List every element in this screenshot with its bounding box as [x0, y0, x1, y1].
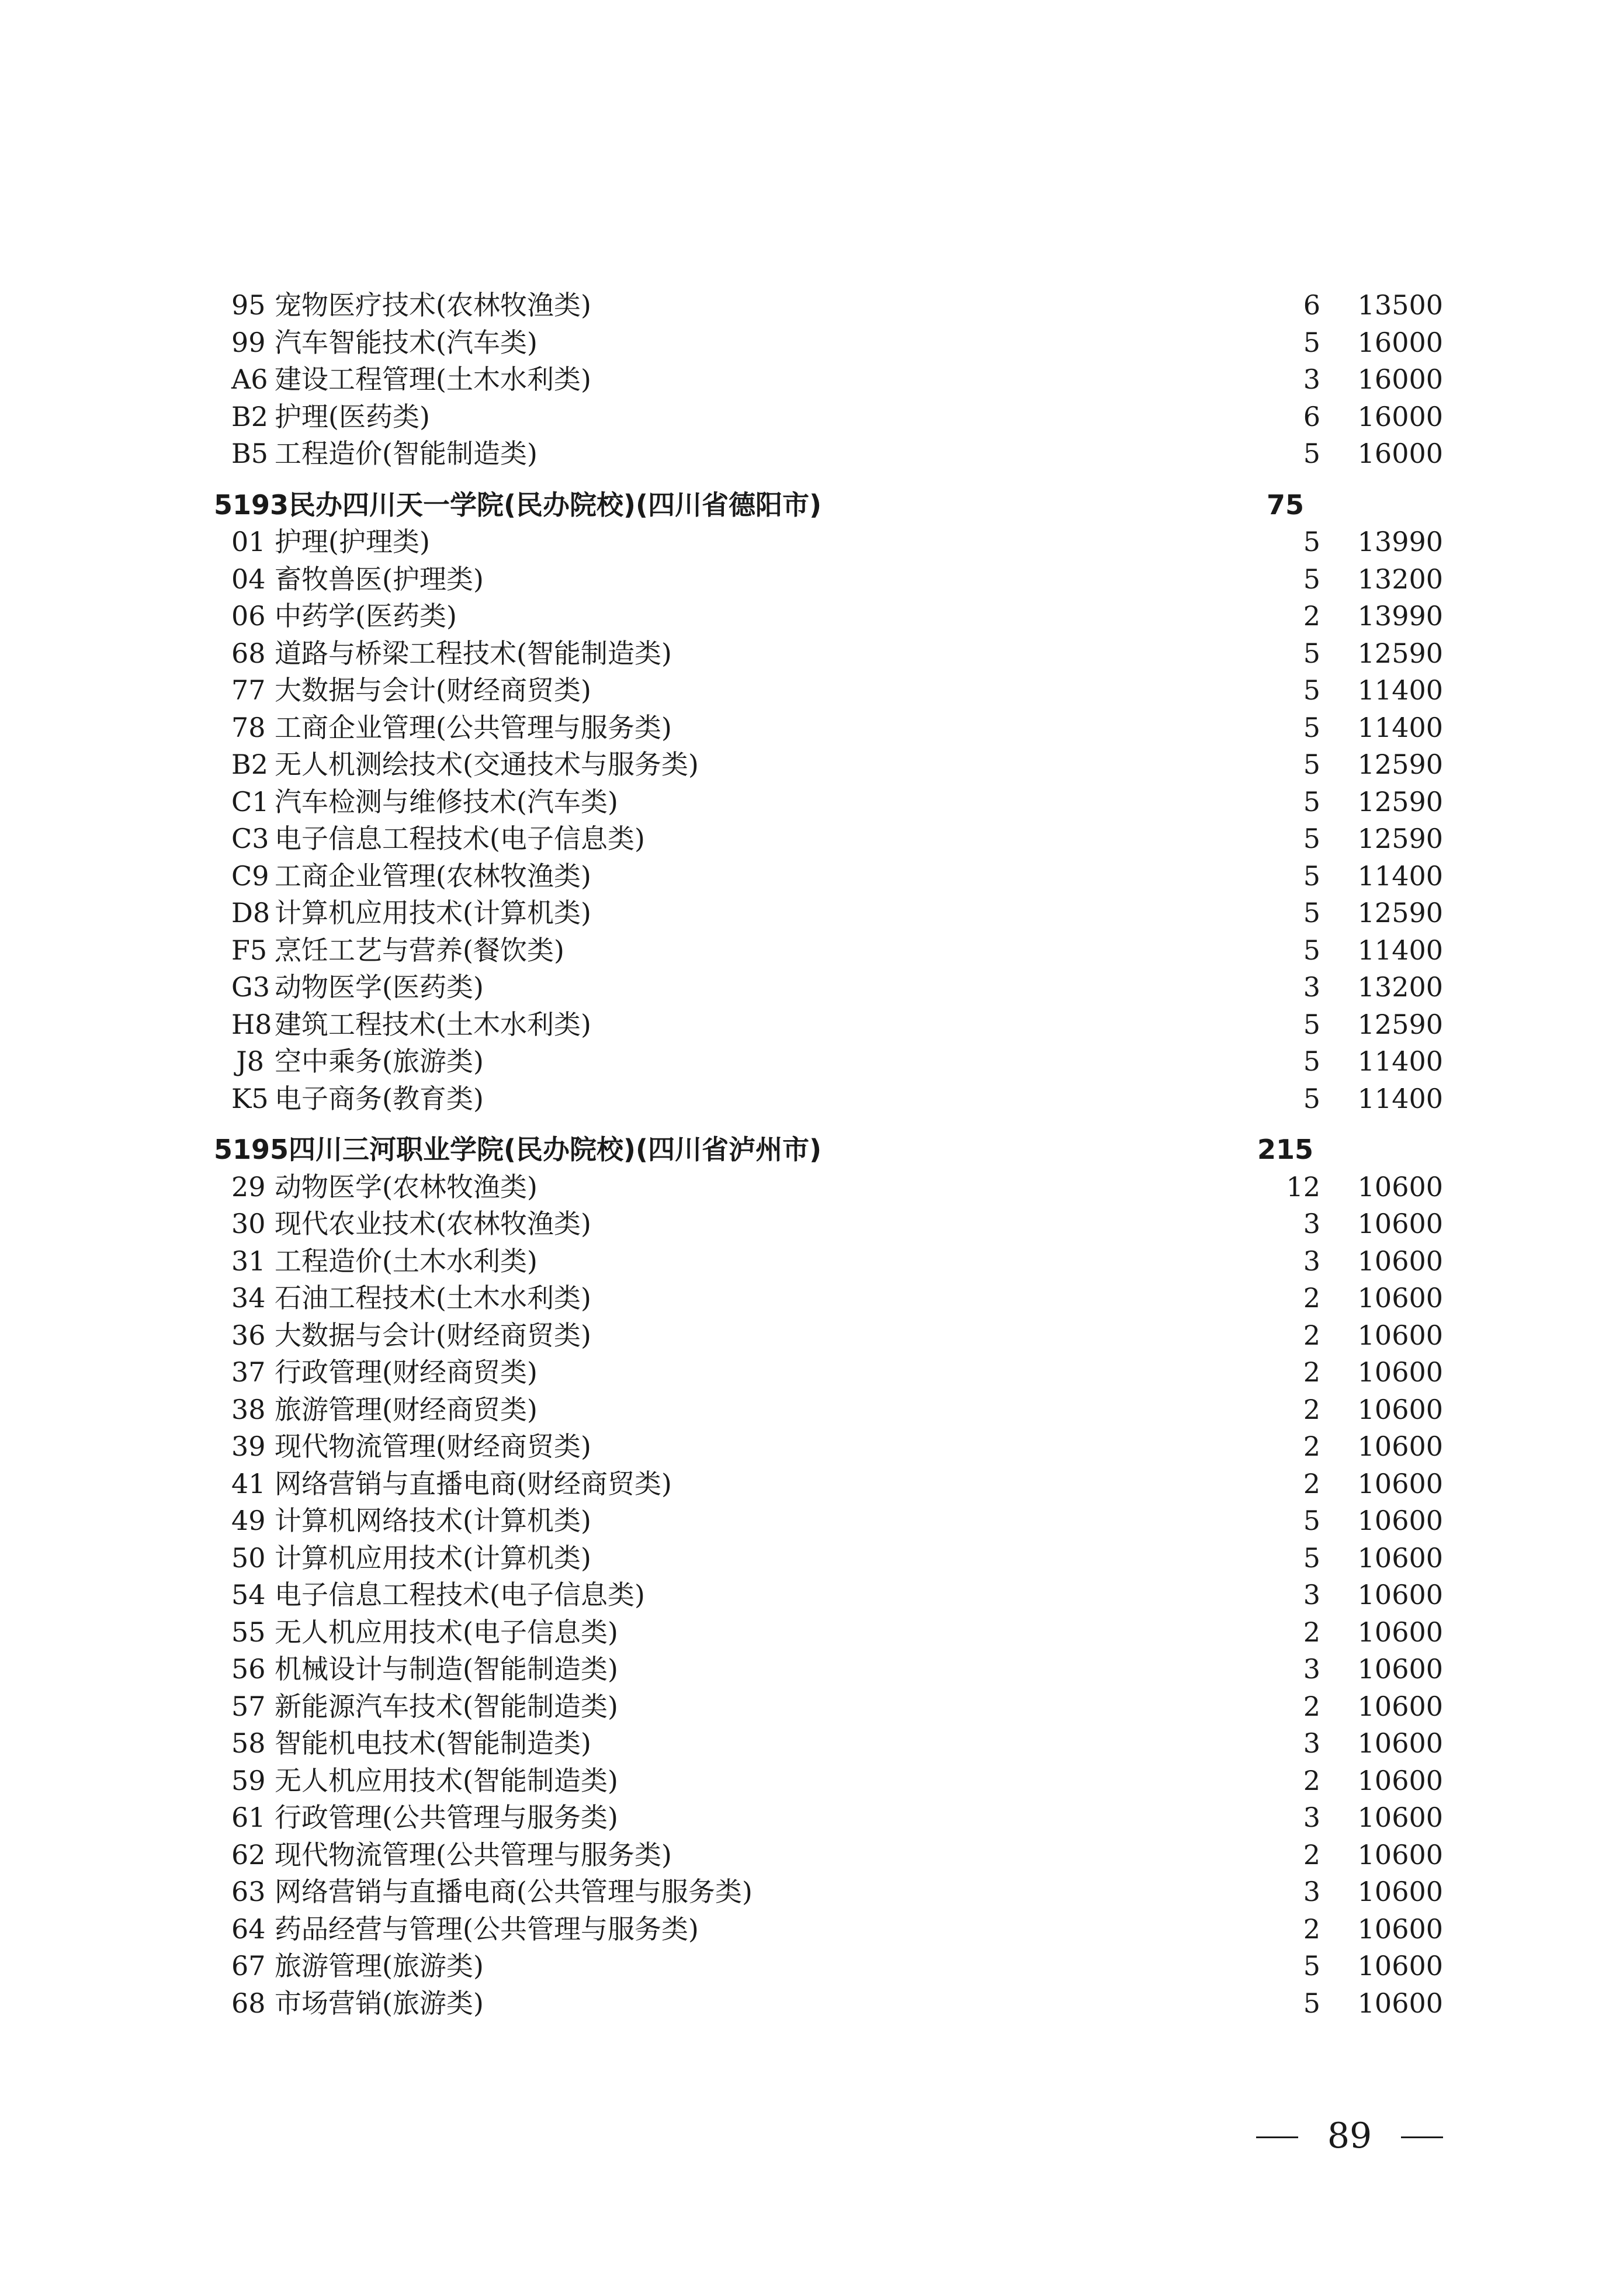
program-fee: 10600 [1357, 1616, 1443, 1648]
program-name: 现代物流管理(财经商贸类) [275, 1431, 591, 1462]
program-count: 2 [1303, 1764, 1320, 1796]
program-fee: 10600 [1357, 1802, 1443, 1833]
program-code: D8 [231, 897, 270, 929]
program-name: 机械设计与制造(智能制造类) [275, 1653, 618, 1685]
program-count: 2 [1303, 1467, 1320, 1500]
program-row [0, 286, 1623, 324]
program-name: 电子商务(教育类) [275, 1082, 484, 1114]
program-code: 95 [231, 289, 266, 321]
program-fee: 12590 [1357, 823, 1443, 854]
program-count: 5 [1303, 526, 1320, 557]
program-row [0, 783, 1623, 820]
program-fee: 11400 [1357, 1082, 1443, 1114]
program-name: 智能机电技术(智能制造类) [275, 1727, 591, 1759]
program-fee: 10600 [1357, 1579, 1443, 1611]
program-name: 宠物医疗技术(农林牧渔类) [275, 289, 591, 321]
program-name: 现代物流管理(公共管理与服务类) [275, 1838, 672, 1871]
program-fee: 10600 [1357, 1170, 1443, 1203]
program-count: 2 [1303, 1282, 1320, 1314]
program-row [0, 1043, 1623, 1080]
program-code: H8 [231, 1008, 272, 1040]
program-name: 空中乘务(旅游类) [275, 1045, 484, 1077]
program-name: 汽车检测与维修技术(汽车类) [275, 785, 618, 818]
program-name: 护理(医药类) [275, 400, 430, 432]
program-name: 大数据与会计(财经商贸类) [275, 674, 591, 706]
program-row [0, 1576, 1623, 1613]
program-fee: 13200 [1357, 971, 1443, 1003]
program-code: 04 [231, 563, 266, 595]
school-name: 民办四川天一学院(民办院校)(四川省德阳市) [289, 489, 822, 521]
program-row [0, 1242, 1623, 1280]
program-row [0, 1910, 1623, 1948]
program-row [0, 1799, 1623, 1836]
program-name: 工商企业管理(公共管理与服务类) [275, 711, 672, 743]
program-fee: 10600 [1357, 1356, 1443, 1388]
program-row [0, 635, 1623, 672]
program-name: 电子信息工程技术(电子信息类) [275, 823, 645, 854]
program-name: 大数据与会计(财经商贸类) [275, 1319, 591, 1351]
program-row [0, 1205, 1623, 1242]
program-name: 动物医学(农林牧渔类) [275, 1170, 537, 1203]
program-code: 31 [231, 1245, 266, 1277]
program-count: 2 [1303, 1431, 1320, 1462]
program-code: C9 [231, 860, 269, 892]
program-name: 现代农业技术(农林牧渔类) [275, 1208, 591, 1239]
program-row [0, 1947, 1623, 1985]
program-code: 77 [231, 674, 266, 706]
program-row [0, 1762, 1623, 1799]
program-count: 2 [1303, 1690, 1320, 1722]
program-row [0, 1985, 1623, 2022]
program-count: 3 [1303, 1245, 1320, 1277]
program-count: 6 [1303, 400, 1320, 432]
program-row [0, 1539, 1623, 1577]
program-code: 59 [231, 1764, 266, 1796]
program-fee: 10600 [1357, 1950, 1443, 1982]
program-fee: 10600 [1357, 1838, 1443, 1871]
program-count: 5 [1303, 674, 1320, 706]
program-fee: 10600 [1357, 1764, 1443, 1796]
school-code: 5195 [214, 1134, 289, 1165]
program-count: 5 [1303, 749, 1320, 780]
program-row [0, 1873, 1623, 1910]
program-name: 工程造价(土木水利类) [275, 1245, 537, 1277]
program-fee: 16000 [1357, 400, 1443, 432]
program-name: 无人机应用技术(智能制造类) [275, 1764, 618, 1796]
program-code: 36 [231, 1319, 266, 1351]
program-name: 行政管理(财经商贸类) [275, 1356, 537, 1388]
program-fee: 12590 [1357, 1008, 1443, 1040]
program-name: 计算机应用技术(计算机类) [275, 1542, 591, 1574]
program-count: 2 [1303, 1319, 1320, 1351]
program-fee: 10600 [1357, 1727, 1443, 1759]
program-row [0, 1391, 1623, 1428]
page-number: 89 [1327, 2115, 1372, 2156]
program-name: 烹饪工艺与营养(餐饮类) [275, 934, 564, 966]
footer-dash-right [1401, 2136, 1443, 2138]
program-row [0, 857, 1623, 895]
school-name: 四川三河职业学院(民办院校)(四川省泸州市) [289, 1134, 822, 1165]
page-footer [1256, 2115, 1443, 2156]
program-code: K5 [231, 1082, 269, 1114]
program-fee: 13200 [1357, 563, 1443, 595]
program-row [0, 1836, 1623, 1873]
program-name: 建筑工程技术(土木水利类) [275, 1008, 591, 1040]
program-row [0, 435, 1623, 472]
program-code: 50 [231, 1542, 266, 1574]
program-row [0, 820, 1623, 857]
program-code: 54 [231, 1579, 266, 1611]
program-count: 5 [1303, 1987, 1320, 2019]
program-row [0, 1168, 1623, 1206]
school-header [0, 1131, 1623, 1168]
school-total: 75 [1266, 489, 1304, 521]
program-code: 67 [231, 1950, 266, 1982]
program-name: 汽车智能技术(汽车类) [275, 326, 537, 358]
program-code: 30 [231, 1208, 266, 1239]
program-row [0, 523, 1623, 560]
program-code: 39 [231, 1431, 266, 1462]
program-code: 29 [231, 1170, 266, 1203]
program-fee: 12590 [1357, 637, 1443, 669]
program-count: 5 [1303, 1082, 1320, 1114]
program-count: 3 [1303, 1653, 1320, 1685]
program-count: 5 [1303, 1505, 1320, 1536]
program-count: 5 [1303, 897, 1320, 929]
program-count: 3 [1303, 1876, 1320, 1907]
school-header [0, 486, 1623, 524]
program-fee: 13500 [1357, 289, 1443, 321]
program-code: 55 [231, 1616, 266, 1648]
program-row [0, 1317, 1623, 1354]
program-fee: 10600 [1357, 1653, 1443, 1685]
program-code: 37 [231, 1356, 266, 1388]
program-row [0, 746, 1623, 783]
program-code: 38 [231, 1393, 266, 1425]
program-fee: 10600 [1357, 1282, 1443, 1314]
program-code: 01 [231, 526, 266, 557]
program-name: 新能源汽车技术(智能制造类) [275, 1690, 618, 1722]
program-fee: 16000 [1357, 363, 1443, 395]
program-name: 计算机网络技术(计算机类) [275, 1505, 591, 1536]
program-code: 78 [231, 711, 266, 743]
program-name: 网络营销与直播电商(公共管理与服务类) [275, 1876, 752, 1907]
program-name: 电子信息工程技术(电子信息类) [275, 1579, 645, 1611]
program-row [0, 709, 1623, 746]
program-count: 2 [1303, 1913, 1320, 1945]
program-fee: 10600 [1357, 1431, 1443, 1462]
program-row [0, 931, 1623, 969]
program-count: 2 [1303, 1356, 1320, 1388]
program-count: 5 [1303, 637, 1320, 669]
program-name: 护理(护理类) [275, 526, 430, 557]
program-code: 64 [231, 1913, 266, 1945]
program-row [0, 398, 1623, 435]
program-name: 市场营销(旅游类) [275, 1987, 484, 2019]
program-fee: 16000 [1357, 326, 1443, 358]
program-fee: 10600 [1357, 1542, 1443, 1574]
program-count: 3 [1303, 1579, 1320, 1611]
program-row [0, 1080, 1623, 1117]
program-count: 2 [1303, 1393, 1320, 1425]
program-count: 5 [1303, 785, 1320, 818]
program-count: 6 [1303, 289, 1320, 321]
program-code: 56 [231, 1653, 266, 1685]
program-code: B5 [231, 438, 269, 469]
program-count: 3 [1303, 1208, 1320, 1239]
program-name: 畜牧兽医(护理类) [275, 563, 484, 595]
program-count: 2 [1303, 600, 1320, 632]
program-fee: 10600 [1357, 1987, 1443, 2019]
program-count: 5 [1303, 823, 1320, 854]
program-count: 5 [1303, 711, 1320, 743]
program-code: 63 [231, 1876, 266, 1907]
program-code: 49 [231, 1505, 266, 1536]
program-code: 06 [231, 600, 266, 632]
school-total: 215 [1257, 1134, 1314, 1165]
program-name: 道路与桥梁工程技术(智能制造类) [275, 637, 672, 669]
program-code: C1 [231, 785, 269, 818]
program-row [0, 361, 1623, 398]
program-fee: 11400 [1357, 1045, 1443, 1077]
program-count: 2 [1303, 1838, 1320, 1871]
program-row [0, 1650, 1623, 1688]
program-code: 61 [231, 1802, 266, 1833]
program-fee: 10600 [1357, 1208, 1443, 1239]
program-row [0, 1502, 1623, 1539]
program-count: 5 [1303, 326, 1320, 358]
program-fee: 10600 [1357, 1876, 1443, 1907]
program-fee: 10600 [1357, 1913, 1443, 1945]
program-code: 41 [231, 1467, 266, 1500]
program-count: 5 [1303, 438, 1320, 469]
program-row [0, 1724, 1623, 1762]
program-code: 68 [231, 637, 266, 669]
program-row [0, 1428, 1623, 1465]
program-row [0, 1688, 1623, 1725]
program-code: 68 [231, 1987, 266, 2019]
footer-dash-left [1256, 2136, 1298, 2138]
program-row [0, 671, 1623, 709]
program-fee: 10600 [1357, 1245, 1443, 1277]
program-count: 12 [1286, 1170, 1320, 1203]
program-code: 57 [231, 1690, 266, 1722]
program-name: 工商企业管理(农林牧渔类) [275, 860, 591, 892]
program-fee: 10600 [1357, 1467, 1443, 1500]
program-code: B2 [231, 400, 269, 432]
program-count: 3 [1303, 1727, 1320, 1759]
program-count: 5 [1303, 1008, 1320, 1040]
program-name: 工程造价(智能制造类) [275, 438, 537, 469]
program-fee: 11400 [1357, 711, 1443, 743]
program-row [0, 968, 1623, 1006]
program-count: 3 [1303, 363, 1320, 395]
program-count: 5 [1303, 1542, 1320, 1574]
program-row [0, 1613, 1623, 1651]
program-code: F5 [231, 934, 268, 966]
program-fee: 10600 [1357, 1393, 1443, 1425]
program-row [0, 894, 1623, 931]
program-fee: 12590 [1357, 785, 1443, 818]
program-fee: 10600 [1357, 1319, 1443, 1351]
program-fee: 12590 [1357, 749, 1443, 780]
program-code: 34 [231, 1282, 266, 1314]
program-name: 药品经营与管理(公共管理与服务类) [275, 1913, 699, 1945]
program-fee: 11400 [1357, 674, 1443, 706]
program-count: 3 [1303, 971, 1320, 1003]
program-count: 3 [1303, 1802, 1320, 1833]
program-row [0, 1465, 1623, 1502]
program-name: 动物医学(医药类) [275, 971, 484, 1003]
program-count: 5 [1303, 860, 1320, 892]
program-name: 无人机测绘技术(交通技术与服务类) [275, 749, 699, 780]
program-name: 石油工程技术(土木水利类) [275, 1282, 591, 1314]
school-code: 5193 [214, 489, 289, 521]
program-code: A6 [231, 363, 268, 395]
program-fee: 11400 [1357, 860, 1443, 892]
program-code: 62 [231, 1838, 266, 1871]
program-name: 旅游管理(财经商贸类) [275, 1393, 537, 1425]
program-fee: 13990 [1357, 526, 1443, 557]
program-row [0, 324, 1623, 361]
program-fee: 12590 [1357, 897, 1443, 929]
program-name: 网络营销与直播电商(财经商贸类) [275, 1467, 672, 1500]
program-row [0, 1353, 1623, 1391]
program-row [0, 1006, 1623, 1043]
program-code: 99 [231, 326, 266, 358]
program-code: J8 [236, 1045, 264, 1077]
program-row [0, 597, 1623, 635]
program-row [0, 560, 1623, 598]
program-code: 58 [231, 1727, 266, 1759]
program-row [0, 1279, 1623, 1317]
program-fee: 10600 [1357, 1505, 1443, 1536]
program-fee: 16000 [1357, 438, 1443, 469]
program-code: B2 [231, 749, 269, 780]
program-name: 行政管理(公共管理与服务类) [275, 1802, 618, 1833]
program-fee: 13990 [1357, 600, 1443, 632]
program-name: 无人机应用技术(电子信息类) [275, 1616, 618, 1648]
program-name: 计算机应用技术(计算机类) [275, 897, 591, 929]
program-name: 建设工程管理(土木水利类) [275, 363, 591, 395]
program-fee: 11400 [1357, 934, 1443, 966]
program-count: 5 [1303, 563, 1320, 595]
program-name: 旅游管理(旅游类) [275, 1950, 484, 1982]
program-code: C3 [231, 823, 269, 854]
program-fee: 10600 [1357, 1690, 1443, 1722]
program-count: 5 [1303, 1950, 1320, 1982]
program-count: 2 [1303, 1616, 1320, 1648]
program-name: 中药学(医药类) [275, 600, 457, 632]
program-count: 5 [1303, 1045, 1320, 1077]
program-count: 5 [1303, 934, 1320, 966]
program-code: G3 [231, 971, 270, 1003]
